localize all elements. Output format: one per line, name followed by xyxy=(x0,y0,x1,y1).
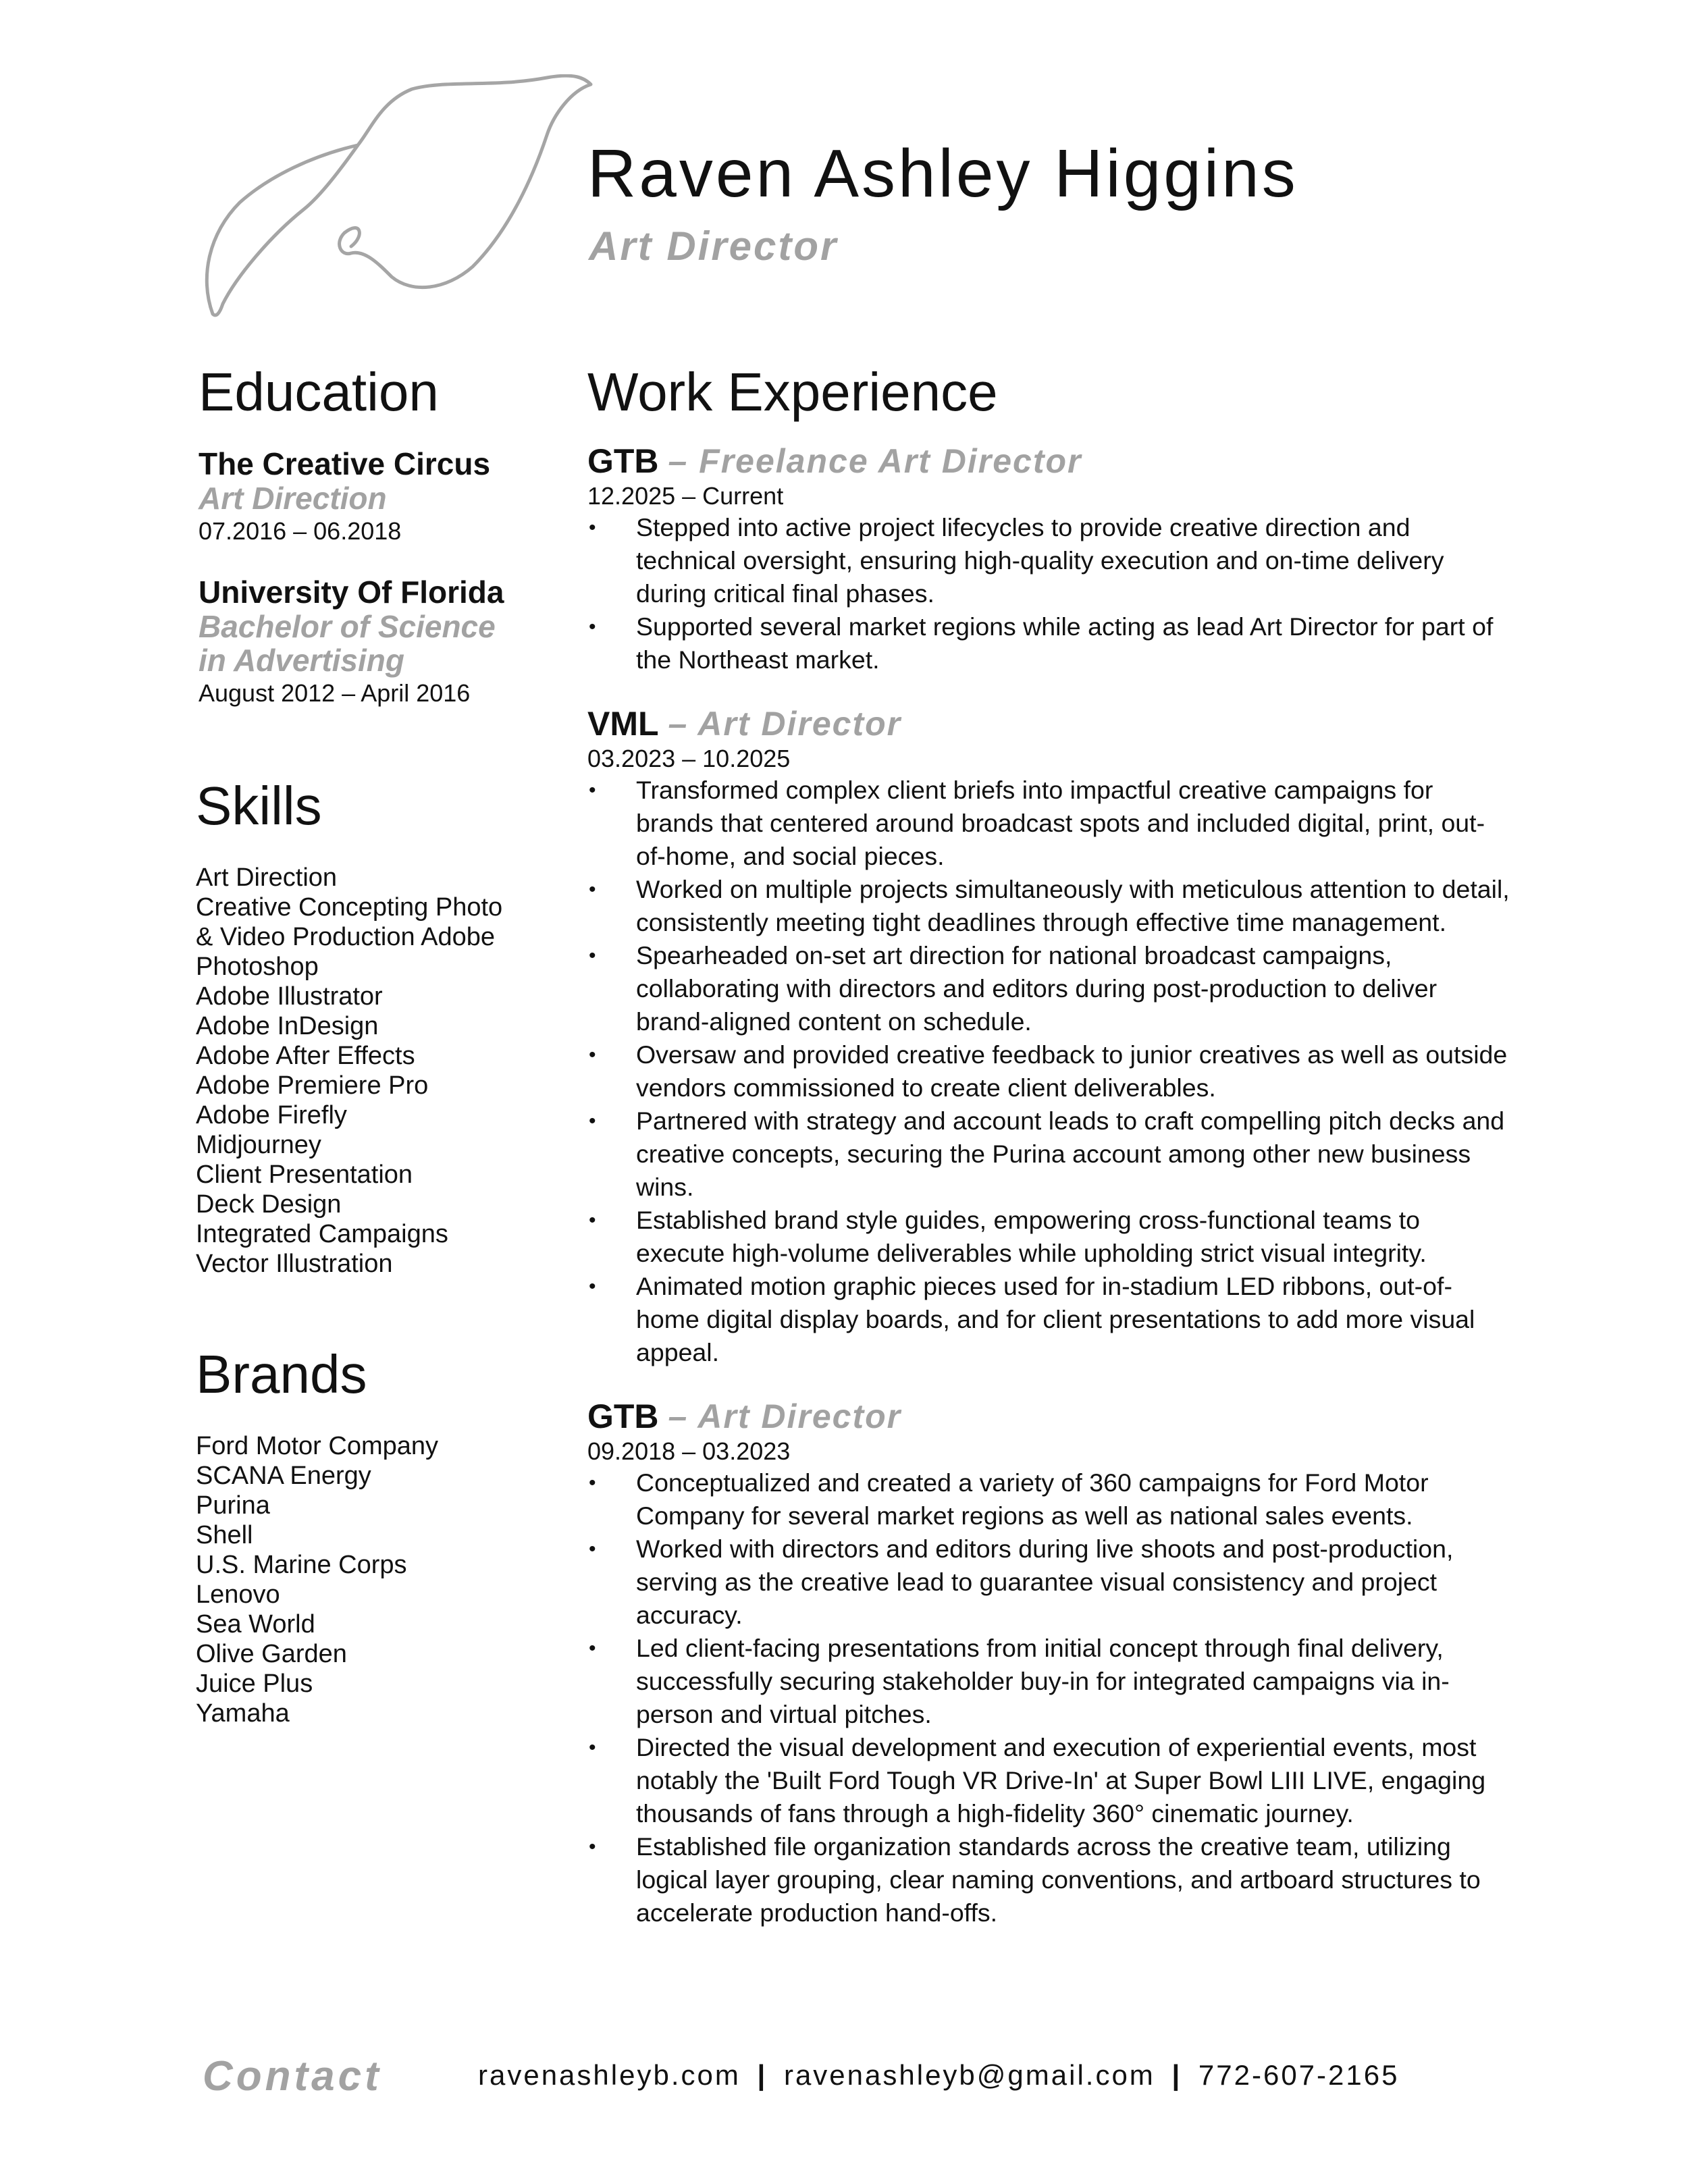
job-dates: 09.2018 – 03.2023 xyxy=(587,1437,791,1465)
brand-item: Lenovo xyxy=(196,1580,280,1609)
degree-line: Art Direction xyxy=(199,481,387,516)
job-entry xyxy=(587,703,1512,1369)
website-link[interactable]: ravenashleyb.com xyxy=(478,2059,741,2091)
education-dates: 07.2016 – 06.2018 xyxy=(199,517,402,545)
left-column xyxy=(199,361,550,710)
candidate-title: Art Director xyxy=(589,223,839,269)
job-role: – Freelance Art Director xyxy=(668,442,1082,480)
job-bullet: • Worked with directors and editors during live shoots and post-production, serving as the creative lead to guarantee visual consistency and project accuracy. xyxy=(587,1533,1512,1632)
job-entry xyxy=(587,1396,1512,1929)
job-bullet: • Oversaw and provided creative feedback to junior creatives as well as outside vendors commissioned to create client deliverables. xyxy=(587,1038,1512,1104)
job-bullet: • Established file organization standards across the creative team, utilizing logical layer grouping, clear naming conventions, and artboard structures to accelerate production hand-offs. xyxy=(587,1830,1512,1929)
job-bullet: • Stepped into active project lifecycles to provide creative direction and technical oversight, ensuring high-quality execution and on-time delivery during critical final phases. xyxy=(587,511,1512,610)
job-company: GTB xyxy=(587,442,659,480)
skill-item: & Video Production Adobe xyxy=(196,923,495,951)
contact-label: Contact xyxy=(203,2053,382,2100)
brand-item: U.S. Marine Corps xyxy=(196,1551,407,1579)
job-bullet: • Established brand style guides, empowering cross-functional teams to execute high-volume deliverables while upholding strict visual integrity. xyxy=(587,1204,1512,1270)
job-bullet: • Led client-facing presentations from initial concept through final delivery, successfully securing stakeholder buy-in for integrated campaigns via in-person and virtual pitches. xyxy=(587,1632,1512,1731)
email-link[interactable]: ravenashleyb@gmail.com xyxy=(783,2059,1155,2091)
job-bullet: • Partnered with strategy and account leads to craft compelling pitch decks and creative concepts, securing the Purina account among other new business wins. xyxy=(587,1104,1512,1204)
brands-heading: Brands xyxy=(196,1344,367,1404)
skill-item: Adobe After Effects xyxy=(196,1042,415,1070)
skill-item: Adobe Premiere Pro xyxy=(196,1071,429,1100)
brand-item: Olive Garden xyxy=(196,1640,347,1668)
job-role: – Art Director xyxy=(668,705,902,743)
job-bullet: • Animated motion graphic pieces used for in-stadium LED ribbons, out-of-home digital display boards, and for client presentations to add more visual appeal. xyxy=(587,1270,1512,1369)
education-entry xyxy=(199,446,550,548)
skills-list xyxy=(196,863,560,1279)
job-bullet: • Supported several market regions while acting as lead Art Director for part of the Northeast market. xyxy=(587,610,1512,676)
education-dates: August 2012 – April 2016 xyxy=(199,679,471,707)
job-entry xyxy=(587,441,1512,676)
work-experience-heading: Work Experience xyxy=(587,362,998,422)
brand-item: SCANA Energy xyxy=(196,1462,371,1490)
job-company: GTB xyxy=(587,1397,659,1435)
brands-list xyxy=(196,1431,560,1728)
contact-separator: | xyxy=(757,2059,768,2091)
job-header xyxy=(587,703,1512,744)
school-name: University Of Florida xyxy=(199,575,504,610)
degree-line: in Advertising xyxy=(199,643,404,678)
brand-item: Sea World xyxy=(196,1610,315,1639)
skill-item: Adobe Firefly xyxy=(196,1101,347,1129)
brand-item: Juice Plus xyxy=(196,1670,313,1698)
brand-item: Ford Motor Company xyxy=(196,1432,439,1460)
contact-line xyxy=(478,2059,1399,2092)
school-name: The Creative Circus xyxy=(199,446,491,481)
raven-logo-icon xyxy=(196,74,594,324)
degree-line: Bachelor of Science xyxy=(199,609,496,644)
phone-number[interactable]: 772-607-2165 xyxy=(1198,2059,1400,2091)
skill-item: Photoshop xyxy=(196,953,319,981)
work-experience-section xyxy=(587,361,1512,1929)
job-bullet: • Spearheaded on-set art direction for national broadcast campaigns, collaborating with directors and editors during post-production to deliver brand-aligned content on schedule. xyxy=(587,939,1512,1038)
skill-item: Vector Illustration xyxy=(196,1250,393,1278)
skills-heading: Skills xyxy=(196,776,322,836)
job-dates: 12.2025 – Current xyxy=(587,482,784,510)
job-bullets xyxy=(587,511,1512,676)
skills-section xyxy=(196,775,560,1279)
skill-item: Creative Concepting Photo xyxy=(196,893,503,922)
skill-item: Midjourney xyxy=(196,1131,321,1159)
job-company: VML xyxy=(587,705,659,743)
job-bullet: • Conceptualized and created a variety of 360 campaigns for Ford Motor Company for several market regions as well as national sales events. xyxy=(587,1466,1512,1533)
job-bullet: • Directed the visual development and execution of experiential events, most notably the 'Built Ford Tough VR Drive-In' at Super Bowl LIII LIVE, engaging thousands of fans through a high-fidelity 360° cinematic journey. xyxy=(587,1731,1512,1830)
skill-item: Adobe Illustrator xyxy=(196,982,383,1011)
job-header xyxy=(587,1396,1512,1437)
brand-item: Purina xyxy=(196,1491,270,1520)
job-bullet: • Transformed complex client briefs into impactful creative campaigns for brands that centered around broadcast spots and included digital, print, out-of-home, and social pieces. xyxy=(587,774,1512,873)
job-dates: 03.2023 – 10.2025 xyxy=(587,745,791,772)
education-heading: Education xyxy=(199,362,439,422)
skill-item: Integrated Campaigns xyxy=(196,1220,448,1248)
brands-section xyxy=(196,1343,560,1728)
job-bullet: • Worked on multiple projects simultaneously with meticulous attention to detail, consistently meeting tight deadlines through effective time management. xyxy=(587,873,1512,939)
candidate-name: Raven Ashley Higgins xyxy=(587,136,1298,211)
skill-item: Deck Design xyxy=(196,1190,342,1219)
job-header xyxy=(587,441,1512,481)
brand-item: Yamaha xyxy=(196,1699,290,1728)
education-entry xyxy=(199,575,550,710)
job-role: – Art Director xyxy=(668,1397,902,1435)
job-bullets xyxy=(587,1466,1512,1929)
skill-item: Client Presentation xyxy=(196,1161,413,1189)
skill-item: Art Direction xyxy=(196,863,338,892)
skill-item: Adobe InDesign xyxy=(196,1012,379,1040)
brand-item: Shell xyxy=(196,1521,253,1549)
contact-separator: | xyxy=(1171,2059,1182,2091)
job-bullets xyxy=(587,774,1512,1369)
